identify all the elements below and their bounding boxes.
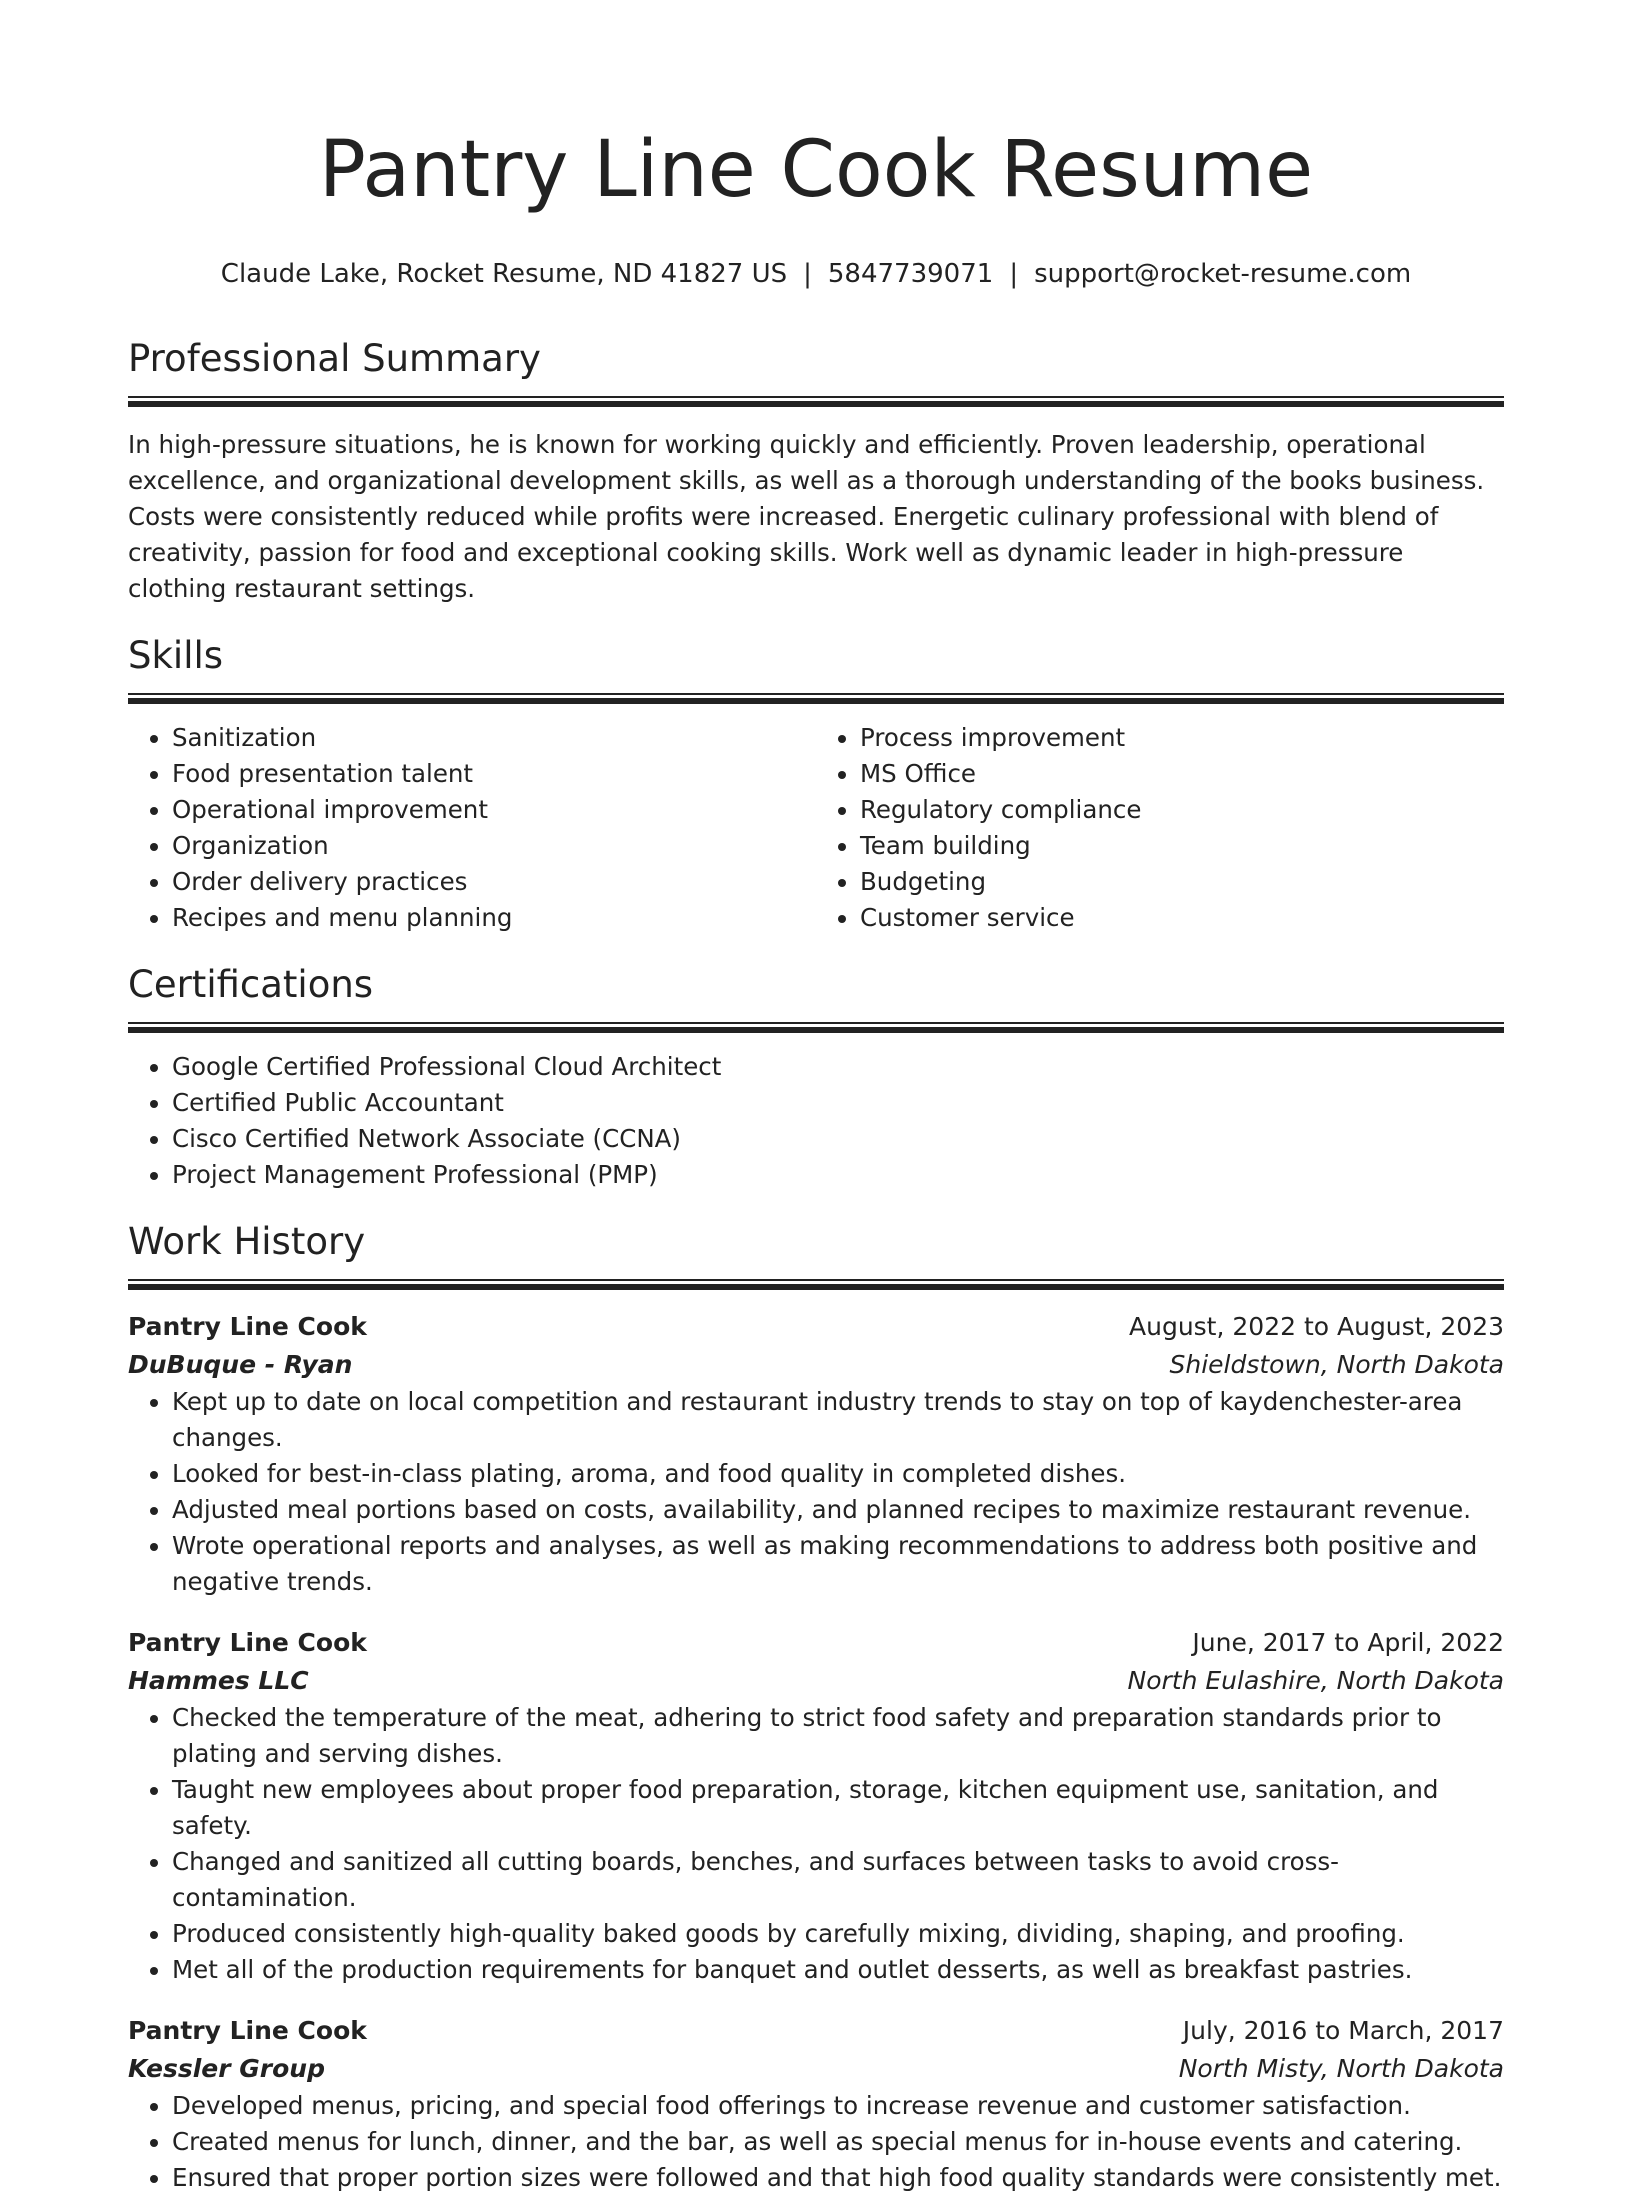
section-divider bbox=[128, 396, 1504, 407]
list-item: • Recipes and menu planning bbox=[172, 900, 816, 936]
list-item: • Team building bbox=[860, 828, 1504, 864]
email-link[interactable]: support@rocket-resume.com bbox=[1034, 259, 1412, 289]
list-item: • Produced consistently high-quality baked goods by carefully mixing, dividing, shaping, and proofing. bbox=[172, 1916, 1504, 1952]
job-entry bbox=[128, 2012, 1504, 2196]
section-title: Skills bbox=[128, 634, 224, 677]
section-title: Professional Summary bbox=[128, 337, 541, 380]
job-dates: July, 2016 to March, 2017 bbox=[1182, 2016, 1504, 2045]
job-location: North Misty, North Dakota bbox=[1178, 2054, 1504, 2083]
list-item: • MS Office bbox=[860, 756, 1504, 792]
list-item: • Budgeting bbox=[860, 864, 1504, 900]
list-item: • Ensured that proper portion sizes were followed and that high food quality standards were consistently met. bbox=[172, 2160, 1504, 2196]
list-item: • Food presentation talent bbox=[172, 756, 816, 792]
job-dates: June, 2017 to April, 2022 bbox=[1192, 1628, 1504, 1657]
job-duties-list bbox=[128, 1384, 1504, 1600]
list-item: • Changed and sanitized all cutting boards, benches, and surfaces between tasks to avoid cross-contamination. bbox=[172, 1844, 1504, 1916]
list-item: • Wrote operational reports and analyses, as well as making recommendations to address both positive and negative trends. bbox=[172, 1528, 1504, 1600]
list-item: • Adjusted meal portions based on costs, availability, and planned recipes to maximize restaurant revenue. bbox=[172, 1492, 1504, 1528]
work-history-section bbox=[128, 1219, 1504, 2196]
list-item: • Looked for best-in-class plating, aroma, and food quality in completed dishes. bbox=[172, 1456, 1504, 1492]
summary-text: In high-pressure situations, he is known for working quickly and efficiently. Proven leadership, operational excellence, and organizational development skills, as well as a thorough understanding of the books business. Costs were consistently reduced while profits were increased. Energetic culinary professional with blend of creativity, passion for food and exceptional cooking skills. Work well as dynamic leader in high-pressure clothing restaurant settings. bbox=[128, 430, 1485, 603]
contact-line bbox=[128, 256, 1504, 292]
list-item: • Sanitization bbox=[172, 720, 816, 756]
list-item: • Organization bbox=[172, 828, 816, 864]
separator: | bbox=[1009, 259, 1019, 289]
job-header bbox=[128, 1624, 1504, 1662]
job-subheader bbox=[128, 1346, 1504, 1384]
skills-list-right bbox=[816, 720, 1504, 936]
skills-list-left bbox=[128, 720, 816, 936]
job-dates: August, 2022 to August, 2023 bbox=[1129, 1312, 1504, 1341]
company-name: DuBuque - Ryan bbox=[128, 1350, 353, 1379]
section-title: Certifications bbox=[128, 963, 374, 1006]
address-text: Claude Lake, Rocket Resume, ND 41827 US bbox=[220, 259, 788, 289]
page-title: Pantry Line Cook Resume bbox=[318, 125, 1314, 215]
job-title: Pantry Line Cook bbox=[128, 1312, 367, 1341]
job-subheader bbox=[128, 2050, 1504, 2088]
section-title: Work History bbox=[128, 1220, 366, 1263]
skills-section bbox=[128, 633, 1504, 936]
job-title: Pantry Line Cook bbox=[128, 1628, 367, 1657]
list-item: • Customer service bbox=[860, 900, 1504, 936]
job-title: Pantry Line Cook bbox=[128, 2016, 367, 2045]
job-duties-list bbox=[128, 1700, 1504, 1988]
separator: | bbox=[803, 259, 812, 289]
list-item: • Order delivery practices bbox=[172, 864, 816, 900]
list-item: • Project Management Professional (PMP) bbox=[172, 1157, 1504, 1193]
list-item: • Cisco Certified Network Associate (CCNA) bbox=[172, 1121, 1504, 1157]
job-location: North Eulashire, North Dakota bbox=[1127, 1666, 1504, 1695]
job-header bbox=[128, 1308, 1504, 1346]
list-item: • Certified Public Accountant bbox=[172, 1085, 1504, 1121]
list-item: • Checked the temperature of the meat, adhering to strict food safety and preparation standards prior to plating and serving dishes. bbox=[172, 1700, 1504, 1772]
list-item: • Met all of the production requirements for banquet and outlet desserts, as well as breakfast pastries. bbox=[172, 1952, 1504, 1988]
list-item: • Kept up to date on local competition and restaurant industry trends to stay on top of kaydenchester-area changes. bbox=[172, 1384, 1504, 1456]
list-item: • Created menus for lunch, dinner, and the bar, as well as special menus for in-house events and catering. bbox=[172, 2124, 1504, 2160]
certifications-list bbox=[128, 1049, 1504, 1193]
list-item: • Regulatory compliance bbox=[860, 792, 1504, 828]
section-divider bbox=[128, 1279, 1504, 1290]
list-item: • Operational improvement bbox=[172, 792, 816, 828]
company-name: Hammes LLC bbox=[128, 1666, 309, 1695]
phone-text: 5847739071 bbox=[827, 259, 994, 289]
list-item: • Developed menus, pricing, and special food offerings to increase revenue and customer satisfaction. bbox=[172, 2088, 1504, 2124]
section-divider bbox=[128, 693, 1504, 704]
job-subheader bbox=[128, 1662, 1504, 1700]
resume-page bbox=[128, 0, 1504, 2196]
summary-section bbox=[128, 336, 1504, 607]
section-divider bbox=[128, 1022, 1504, 1033]
skills-columns bbox=[128, 720, 1504, 936]
certifications-section bbox=[128, 962, 1504, 1193]
job-entry bbox=[128, 1624, 1504, 1988]
list-item: • Google Certified Professional Cloud Architect bbox=[172, 1049, 1504, 1085]
company-name: Kessler Group bbox=[128, 2054, 325, 2083]
job-entry bbox=[128, 1308, 1504, 1600]
list-item: • Taught new employees about proper food preparation, storage, kitchen equipment use, sanitation, and safety. bbox=[172, 1772, 1504, 1844]
job-location: Shieldstown, North Dakota bbox=[1169, 1350, 1504, 1379]
job-duties-list bbox=[128, 2088, 1504, 2196]
job-header bbox=[128, 2012, 1504, 2050]
list-item: • Process improvement bbox=[860, 720, 1504, 756]
